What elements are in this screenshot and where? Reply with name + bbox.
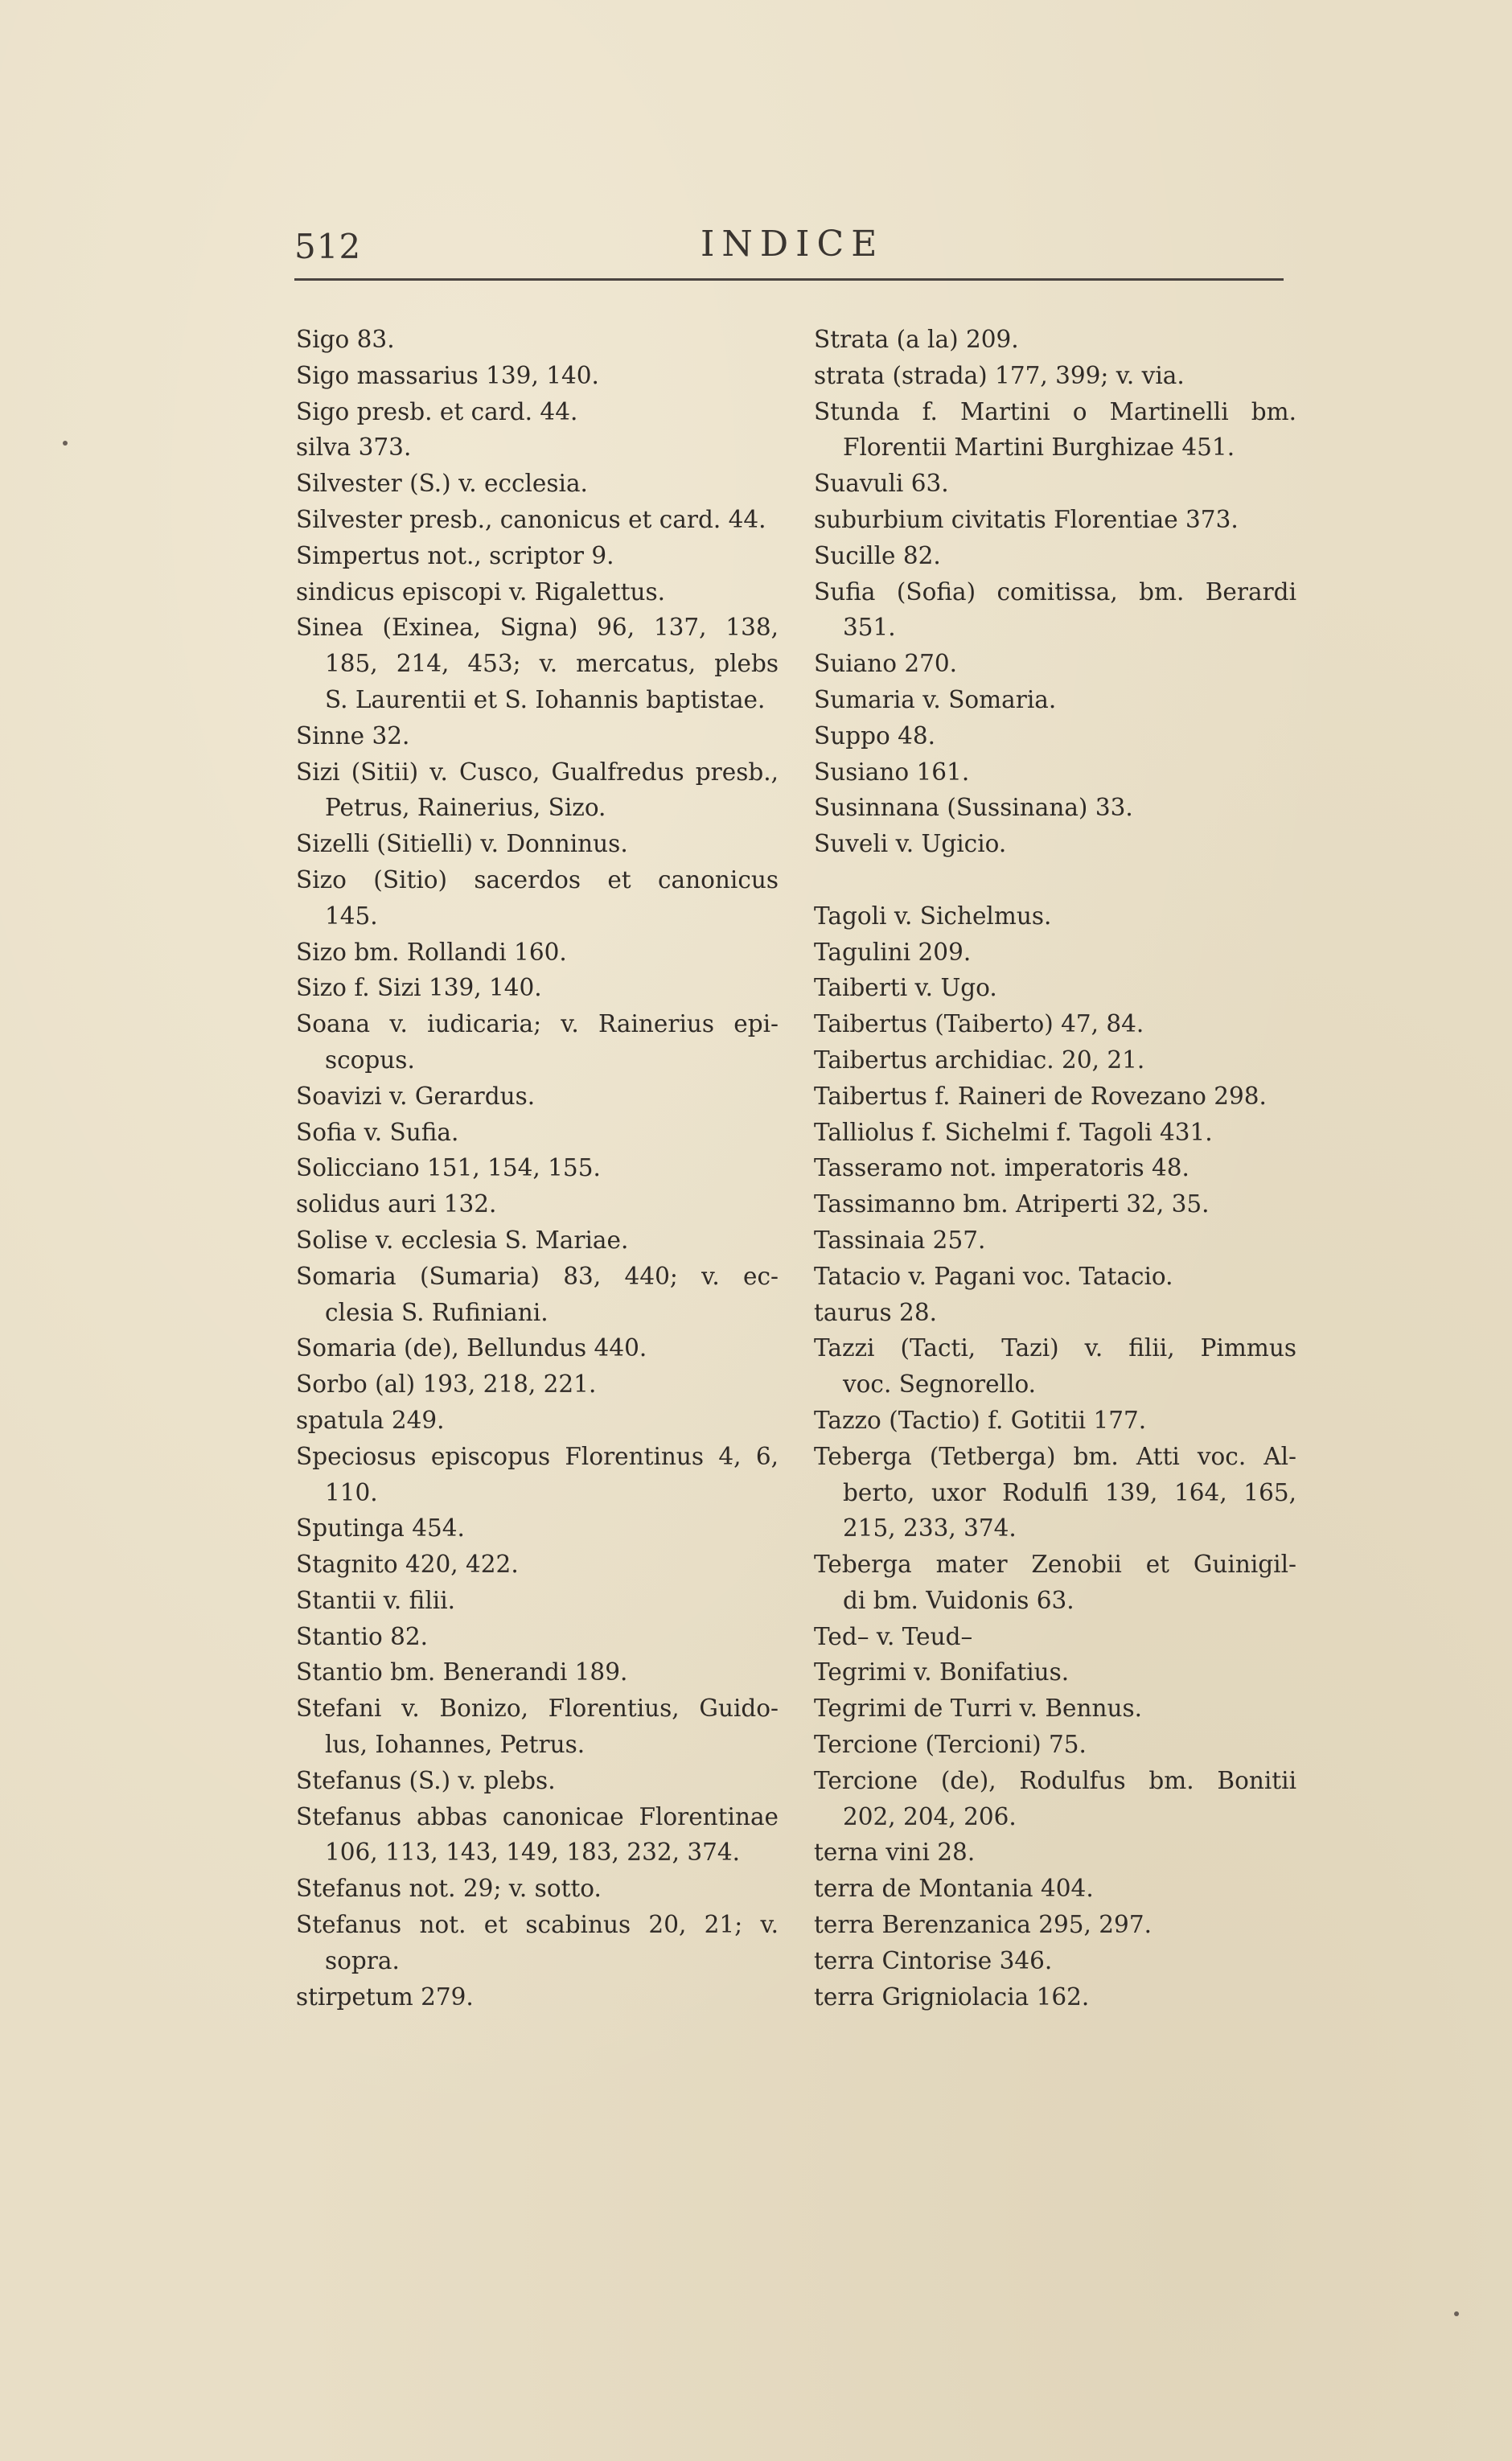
index-entry-line: terra Grigniolacia 162.: [814, 1982, 1090, 2011]
index-entry: [814, 1439, 1296, 1547]
index-entry-line: Sinne 32.: [296, 721, 410, 750]
index-entry-line: Teberga (Tetberga) bm. Atti voc. Al-: [814, 1442, 1296, 1470]
index-entry: [296, 1799, 779, 1871]
index-entry-line: 351.: [843, 614, 896, 642]
index-entry-line: Tassimanno bm. Atriperti 32, 35.: [814, 1190, 1210, 1218]
index-entry: [814, 1078, 1296, 1115]
index-entry-line: Stantio 82.: [296, 1622, 428, 1650]
index-entry: [296, 610, 779, 717]
index-entry-line: taurus 28.: [814, 1298, 937, 1326]
index-entry-line: di bm. Vuidonis 63.: [843, 1586, 1074, 1614]
index-entry: [814, 682, 1296, 718]
index-entry-line: spatula 249.: [296, 1406, 445, 1434]
index-entry: [814, 1654, 1296, 1691]
index-entry: [814, 358, 1296, 394]
index-entry-line: scopus.: [325, 1046, 415, 1074]
index-entry-line: Solicciano 151, 154, 155.: [296, 1154, 601, 1182]
index-entry-line: Stantio bm. Benerandi 189.: [296, 1658, 628, 1687]
index-entry: [296, 826, 779, 862]
index-entry: [814, 1006, 1296, 1042]
index-entry-line: terra de Montania 404.: [814, 1875, 1094, 1903]
index-entry-line: Florentii Martini Burghizae 451.: [843, 433, 1235, 462]
index-entry-line: Tassinaia 257.: [814, 1226, 986, 1254]
index-entry: [296, 1979, 779, 2015]
index-entry: [296, 935, 779, 971]
index-entry-line: Tegrimi de Turri v. Bennus.: [814, 1695, 1143, 1723]
index-entry-line: Sizo f. Sizi 139, 140.: [296, 974, 542, 1002]
index-entry-line: Somaria (Sumaria) 83, 440; v. ec-: [296, 1262, 779, 1290]
index-entry-line: Tagoli v. Sichelmus.: [814, 902, 1052, 930]
index-entry: [814, 754, 1296, 791]
index-entry: [814, 1259, 1296, 1295]
index-entry-line: Taibertus archidiac. 20, 21.: [814, 1046, 1145, 1074]
index-entry: [814, 394, 1296, 466]
header-rule: [294, 278, 1284, 281]
index-entry-line: strata (strada) 177, 399; v. via.: [814, 361, 1185, 389]
index-entry: [814, 1150, 1296, 1186]
index-entry-line: Susinnana (Sussinana) 33.: [814, 794, 1133, 822]
index-entry-line: Stefanus not. 29; v. sotto.: [296, 1875, 602, 1903]
index-entry: [296, 1366, 779, 1403]
index-entry: [814, 718, 1296, 754]
index-entry-line: Ted– v. Teud–: [814, 1622, 973, 1650]
index-entry: [814, 1403, 1296, 1439]
index-entry: [814, 898, 1296, 935]
index-entry: [814, 1907, 1296, 1943]
index-entry-line: Silvester presb., canonicus et card. 44.: [296, 505, 766, 533]
index-entry-line: Tazzi (Tacti, Tazi) v. filii, Pimmus: [814, 1334, 1296, 1362]
index-entry: [296, 1078, 779, 1115]
running-title: INDICE: [701, 224, 885, 265]
index-entry-line: Susiano 161.: [814, 758, 970, 786]
index-entry: [296, 1259, 779, 1331]
index-entry: [296, 1583, 779, 1619]
index-entry-line: Suiano 270.: [814, 650, 958, 678]
index-entry-line: berto, uxor Rodulfi 139, 164, 165,: [843, 1478, 1296, 1506]
index-entry-line: 215, 233, 374.: [843, 1514, 1017, 1543]
index-entry: [296, 1654, 779, 1691]
index-entry-line: S. Laurentii et S. Iohannis baptistae.: [325, 685, 766, 713]
index-entry: [296, 1691, 779, 1763]
index-entry-line: Solise v. ecclesia S. Mariae.: [296, 1226, 629, 1254]
index-entry-line: Suavuli 63.: [814, 470, 949, 498]
index-entry-line: Soavizi v. Gerardus.: [296, 1082, 536, 1110]
index-entry: [296, 1763, 779, 1799]
index-entry-line: suburbium civitatis Florentiae 373.: [814, 505, 1239, 533]
index-column-right: [814, 322, 1296, 2015]
index-entry: [814, 1943, 1296, 1979]
index-column-left: [296, 322, 779, 2015]
index-entry: [296, 1907, 779, 1979]
index-entry-line: Tasseramo not. imperatoris 48.: [814, 1154, 1189, 1182]
index-entry: [814, 322, 1296, 358]
index-entry: [814, 1330, 1296, 1403]
index-entry: [814, 1979, 1296, 2015]
index-entry-line: Sigo presb. et card. 44.: [296, 397, 578, 425]
index-entry-line: Sufia (Sofia) comitissa, bm. Berardi: [814, 577, 1296, 606]
index-entry: [814, 1619, 1296, 1655]
index-entry-line: sopra.: [325, 1946, 400, 1974]
index-entry: [296, 718, 779, 754]
index-entry: [296, 1330, 779, 1366]
index-entry: [814, 1834, 1296, 1871]
index-entry: [814, 790, 1296, 826]
index-entry: [296, 1222, 779, 1259]
index-entry-line: Stefani v. Bonizo, Florentius, Guido-: [296, 1695, 779, 1723]
index-entry-line: lus, Iohannes, Petrus.: [325, 1731, 585, 1759]
index-entry: [296, 1006, 779, 1078]
index-entry-line: Sizi (Sitii) v. Cusco, Gualfredus presb.,: [296, 758, 779, 786]
index-entry-line: Sputinga 454.: [296, 1514, 465, 1543]
index-entry: [814, 1547, 1296, 1619]
index-entry: [814, 1186, 1296, 1222]
index-entry: [296, 1439, 779, 1511]
index-entry: [296, 1510, 779, 1547]
index-entry-line: 145.: [325, 902, 378, 930]
index-entry-line: Sizelli (Sitielli) v. Donninus.: [296, 830, 628, 858]
index-entry-line: Taiberti v. Ugo.: [814, 974, 997, 1002]
index-entry-line: Silvester (S.) v. ecclesia.: [296, 470, 588, 498]
index-entry-line: Stagnito 420, 422.: [296, 1551, 519, 1579]
index-entry: [814, 1222, 1296, 1259]
index-entry-line: Petrus, Rainerius, Sizo.: [325, 794, 606, 822]
index-entry-line: Sigo massarius 139, 140.: [296, 361, 599, 389]
paper-speck: [63, 441, 68, 446]
index-entry-line: solidus auri 132.: [296, 1190, 497, 1218]
index-entry: [296, 1547, 779, 1583]
index-entry: [296, 394, 779, 430]
index-entry: [814, 502, 1296, 538]
index-entry-line: Suppo 48.: [814, 721, 936, 750]
index-entry-line: Somaria (de), Bellundus 440.: [296, 1334, 647, 1362]
index-entry-line: Sinea (Exinea, Signa) 96, 137, 138,: [296, 614, 779, 642]
index-entry-line: Sizo bm. Rollandi 160.: [296, 938, 567, 966]
page-number: 512: [294, 227, 362, 266]
index-entry: [296, 1871, 779, 1907]
paper-speck: [1454, 2311, 1459, 2316]
index-entry-line: terna vini 28.: [814, 1839, 976, 1867]
index-entry-line: stirpetum 279.: [296, 1982, 474, 2011]
index-entry: [296, 574, 779, 610]
index-entry: [296, 322, 779, 358]
index-entry: [296, 358, 779, 394]
index-entry: [296, 466, 779, 502]
index-entry-line: 106, 113, 143, 149, 183, 232, 374.: [325, 1839, 741, 1867]
index-entry: [296, 970, 779, 1006]
index-entry-line: Talliolus f. Sichelmi f. Tagoli 431.: [814, 1118, 1213, 1146]
index-entry-line: Stefanus (S.) v. plebs.: [296, 1766, 556, 1794]
index-entry-line: Stantii v. filii.: [296, 1586, 456, 1614]
index-entry-line: Sigo 83.: [296, 326, 395, 353]
index-entry: [814, 1763, 1296, 1835]
index-entry-line: Simpertus not., scriptor 9.: [296, 541, 614, 569]
index-entry-line: Tegrimi v. Bonifatius.: [814, 1658, 1070, 1687]
index-entry: [296, 1619, 779, 1655]
index-entry-line: terra Cintorise 346.: [814, 1946, 1053, 1974]
index-entry-line: Tatacio v. Pagani voc. Tatacio.: [814, 1262, 1173, 1290]
index-entry-line: Sorbo (al) 193, 218, 221.: [296, 1370, 597, 1399]
index-entry: [296, 862, 779, 935]
index-entry-line: Strata (a la) 209.: [814, 326, 1019, 353]
index-entry: [814, 574, 1296, 647]
index-entry: [814, 935, 1296, 971]
index-entry-line: 110.: [325, 1478, 378, 1506]
index-entry-line: Taibertus (Taiberto) 47, 84.: [814, 1010, 1144, 1038]
index-entry: [814, 1727, 1296, 1763]
index-entry: [814, 826, 1296, 862]
index-entry-line: Sucille 82.: [814, 541, 941, 569]
index-entry-line: Teberga mater Zenobii et Guinigil-: [814, 1551, 1296, 1579]
index-entry: [814, 646, 1296, 682]
index-entry: [296, 754, 779, 827]
index-entry-line: Sumaria v. Somaria.: [814, 685, 1057, 713]
index-entry: [296, 1186, 779, 1222]
index-entry-line: Stunda f. Martini o Martinelli bm.: [814, 397, 1296, 425]
index-entry-line: terra Berenzanica 295, 297.: [814, 1911, 1152, 1939]
index-entry-line: Tagulini 209.: [814, 938, 972, 966]
index-entry-line: Sizo (Sitio) sacerdos et canonicus: [296, 865, 779, 894]
index-entry: [814, 1871, 1296, 1907]
index-entry-line: silva 373.: [296, 433, 412, 462]
index-entry: [814, 970, 1296, 1006]
page-header: [294, 222, 1284, 278]
index-entry: [814, 1295, 1296, 1331]
index-entry-line: Suveli v. Ugicio.: [814, 830, 1007, 858]
index-entry-line: sindicus episcopi v. Rigalettus.: [296, 577, 665, 606]
index-entry-line: clesia S. Rufiniani.: [325, 1298, 549, 1326]
index-entry-line: voc. Segnorello.: [843, 1370, 1037, 1399]
index-entry: [814, 1115, 1296, 1151]
index-entry: [814, 538, 1296, 574]
index-entry-line: Stefanus not. et scabinus 20, 21; v.: [296, 1911, 779, 1939]
index-entry-line: Tercione (Tercioni) 75.: [814, 1731, 1087, 1759]
index-entry-line: 185, 214, 453; v. mercatus, plebs: [325, 650, 779, 678]
index-entry: [814, 1042, 1296, 1078]
index-entry: [814, 466, 1296, 502]
index-entry: [814, 1691, 1296, 1727]
index-entry: [296, 1403, 779, 1439]
index-entry: [296, 1150, 779, 1186]
index-entry-line: Taibertus f. Raineri de Rovezano 298.: [814, 1082, 1267, 1110]
index-entry-line: Speciosus episcopus Florentinus 4, 6,: [296, 1442, 779, 1470]
index-entry: [296, 1115, 779, 1151]
index-entry-line: Tercione (de), Rodulfus bm. Bonitii: [814, 1766, 1296, 1794]
index-entry-line: 202, 204, 206.: [843, 1802, 1017, 1830]
index-entry-line: Soana v. iudicaria; v. Rainerius epi-: [296, 1010, 779, 1038]
index-entry: [296, 538, 779, 574]
index-entry-line: Tazzo (Tactio) f. Gotitii 177.: [814, 1406, 1147, 1434]
index-entry-line: Sofia v. Sufia.: [296, 1118, 459, 1146]
index-entry-line: Stefanus abbas canonicae Florentinae: [296, 1802, 779, 1830]
index-entry: [296, 502, 779, 538]
index-entry: [296, 429, 779, 466]
